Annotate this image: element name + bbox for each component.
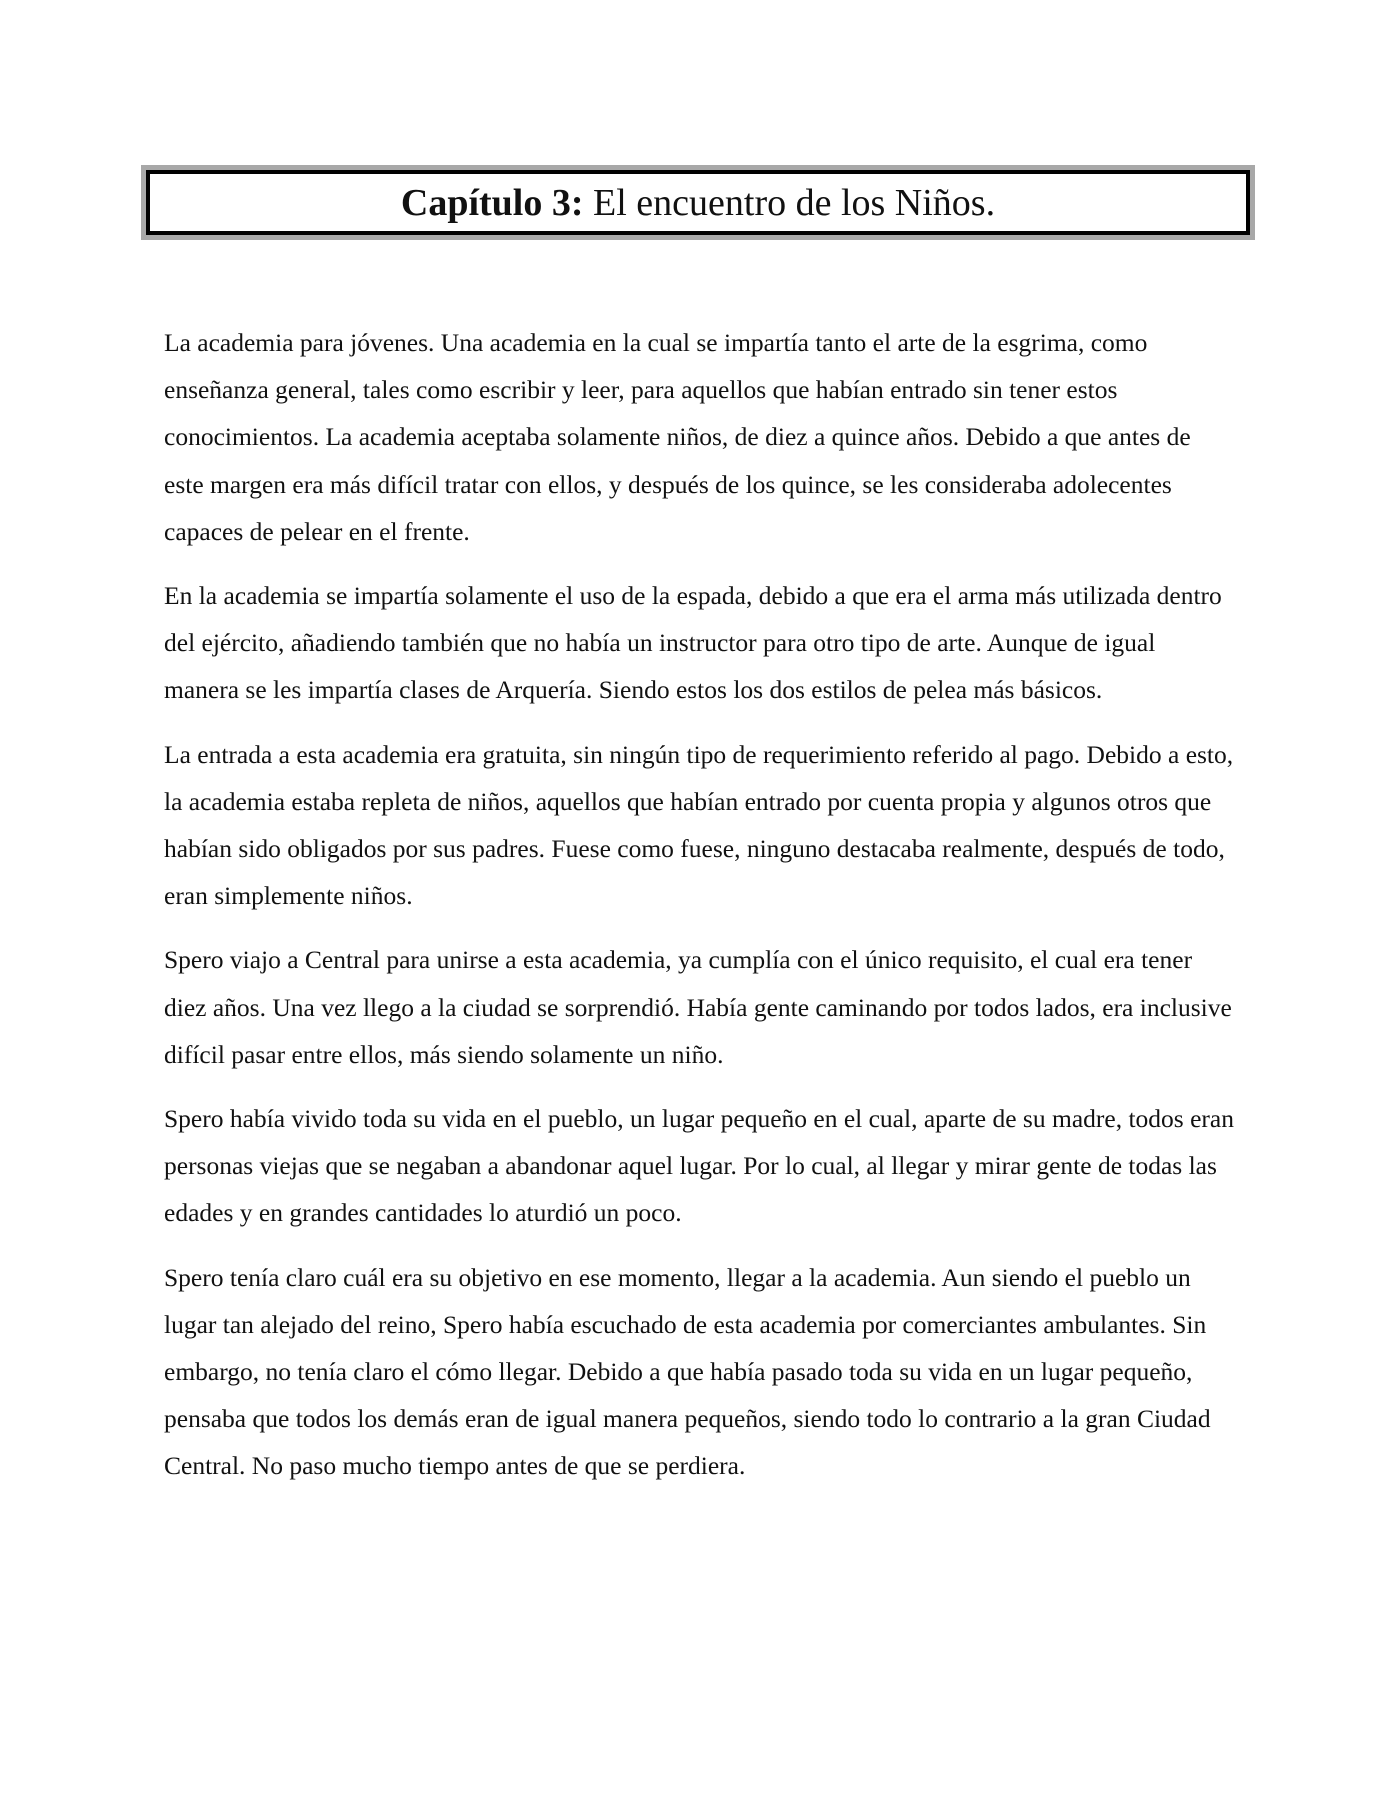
paragraph-5: Spero había vivido toda su vida en el pueblo, un lugar pequeño en el cual, aparte de su madre, todos eran personas viejas que se negaban a abandonar aquel lugar. Por lo cual, al llegar y mirar gente de todas las edades y en grandes cantidades lo aturdió un poco. — [164, 1104, 1234, 1228]
paragraph-2: En la academia se impartía solamente el uso de la espada, debido a que era el arma más utilizada dentro del ejército, añadiendo también que no había un instructor para otro tipo de arte. Aunque de igual manera se les impartía clases de Arquería. Siendo estos los dos estilos de pelea más básicos. — [164, 581, 1222, 705]
chapter-name: El encuentro de los Niños. — [583, 181, 996, 224]
paragraph-6: Spero tenía claro cuál era su objetivo en ese momento, llegar a la academia. Aun siendo el pueblo un lugar tan alejado del reino, Spero había escuchado de esta academia por comerciantes ambulantes. Sin embargo, no tenía claro el cómo llegar. Debido a que había pasado toda su vida en un lugar pequeño, pensaba que todos los demás eran de igual manera pequeños, siendo todo lo contrario a la gran Ciudad Central. No paso mucho tiempo antes de que se perdiera. — [164, 1262, 1211, 1481]
chapter-title — [400, 181, 996, 224]
paragraph-1: La academia para jóvenes. Una academia en la cual se impartía tanto el arte de la esgrima, como enseñanza general, tales como escribir y leer, para aquellos que habían entrado sin tener estos conocimientos. La academia aceptaba solamente niños, de diez a quince años. Debido a que antes de este margen era más difícil tratar con ellos, y después de los quince, se les consideraba adolecentes capaces de pelear en el frente. — [164, 328, 1191, 546]
paragraph-4: Spero viajo a Central para unirse a esta academia, ya cumplía con el único requisito, el cual era tener diez años. Una vez llego a la ciudad se sorprendió. Había gente caminando por todos lados, era inclusive difícil pasar entre ellos, más siendo solamente un niño. — [164, 945, 1232, 1069]
chapter-title-box — [146, 170, 1250, 235]
chapter-label: Capítulo 3: — [400, 181, 584, 224]
chapter-title-frame — [141, 165, 1255, 240]
paragraph-3: La entrada a esta academia era gratuita, sin ningún tipo de requerimiento referido al pago. Debido a esto, la academia estaba repleta de niños, aquellos que habían entrado por cuenta propia y algunos otros que habían sido obligados por sus padres. Fuese como fuese, ninguno destacaba realmente, después de todo, eran simplemente niños. — [164, 739, 1234, 911]
chapter-body — [164, 319, 1236, 1507]
